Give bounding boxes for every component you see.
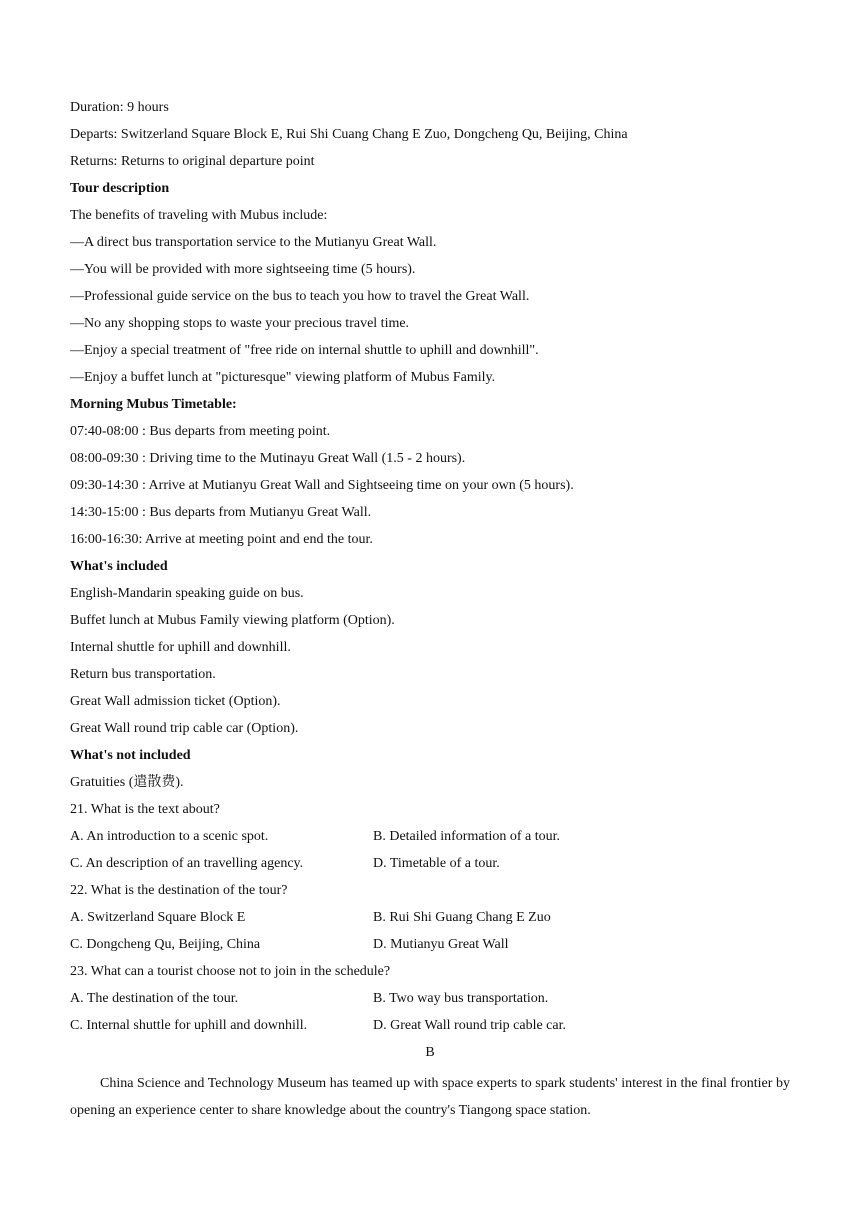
question-23-options-row-2 — [70, 1014, 790, 1041]
option-c: C. Internal shuttle for uphill and downhill. — [70, 1018, 308, 1033]
benefit-item: —No any shopping stops to waste your precious travel time. — [70, 316, 410, 331]
option-c: C. Dongcheng Qu, Beijing, China — [70, 937, 261, 952]
benefit-item: —Professional guide service on the bus to teach you how to travel the Great Wall. — [70, 289, 530, 304]
option-d: D. Mutianyu Great Wall — [373, 937, 509, 952]
timetable-heading: Morning Mubus Timetable: — [70, 397, 237, 412]
timetable-row: 08:00-09:30 : Driving time to the Mutinayu Great Wall (1.5 - 2 hours). — [70, 451, 466, 466]
timetable-row: 16:00-16:30: Arrive at meeting point and end the tour. — [70, 532, 373, 547]
option-b: B. Detailed information of a tour. — [373, 829, 561, 844]
benefit-item: —A direct bus transportation service to the Mutianyu Great Wall. — [70, 235, 437, 250]
included-item: English-Mandarin speaking guide on bus. — [70, 586, 304, 601]
option-d: D. Great Wall round trip cable car. — [373, 1018, 566, 1033]
included-heading: What's included — [70, 559, 168, 574]
question-21-options-row-1 — [70, 825, 790, 852]
not-included-item: Gratuities (遣散费). — [70, 775, 184, 790]
question-22-options-row-1 — [70, 906, 790, 933]
question-stem-23: 23. What can a tourist choose not to join in the schedule? — [70, 964, 391, 979]
option-a: A. Switzerland Square Block E — [70, 910, 246, 925]
benefit-item: —Enjoy a special treatment of "free ride on internal shuttle to uphill and downhill". — [70, 343, 539, 358]
option-b: B. Two way bus transportation. — [373, 991, 549, 1006]
included-item: Buffet lunch at Mubus Family viewing platform (Option). — [70, 613, 395, 628]
returns-line: Returns: Returns to original departure point — [70, 154, 315, 169]
question-stem-21: 21. What is the text about? — [70, 802, 220, 817]
included-item: Return bus transportation. — [70, 667, 216, 682]
included-item: Great Wall round trip cable car (Option). — [70, 721, 299, 736]
section-b-label: B — [425, 1045, 435, 1060]
benefit-item: —Enjoy a buffet lunch at "picturesque" viewing platform of Mubus Family. — [70, 370, 496, 385]
option-b: B. Rui Shi Guang Chang E Zuo — [373, 910, 551, 925]
departs-line: Departs: Switzerland Square Block E, Rui Shi Cuang Chang E Zuo, Dongcheng Qu, Beijing, China — [70, 127, 628, 142]
section-b-paragraph: China Science and Technology Museum has teamed up with space experts to spark students' interest in the final frontier by opening an experience center to share knowledge about the country's Tiangong space station. — [70, 1076, 790, 1118]
benefits-intro: The benefits of traveling with Mubus include: — [70, 208, 328, 223]
question-21-options-row-2 — [70, 852, 790, 879]
document-body — [70, 96, 790, 1124]
timetable-row: 09:30-14:30 : Arrive at Mutianyu Great Wall and Sightseeing time on your own (5 hours). — [70, 478, 574, 493]
option-a: A. The destination of the tour. — [70, 991, 239, 1006]
duration-line: Duration: 9 hours — [70, 100, 169, 115]
option-d: D. Timetable of a tour. — [373, 856, 500, 871]
included-item: Internal shuttle for uphill and downhill. — [70, 640, 291, 655]
question-22-options-row-2 — [70, 933, 790, 960]
included-item: Great Wall admission ticket (Option). — [70, 694, 281, 709]
option-a: A. An introduction to a scenic spot. — [70, 829, 269, 844]
question-stem-22: 22. What is the destination of the tour? — [70, 883, 288, 898]
not-included-heading: What's not included — [70, 748, 191, 763]
tour-description-heading: Tour description — [70, 181, 170, 196]
timetable-row: 14:30-15:00 : Bus departs from Mutianyu Great Wall. — [70, 505, 372, 520]
timetable-row: 07:40-08:00 : Bus departs from meeting point. — [70, 424, 331, 439]
benefit-item: —You will be provided with more sightseeing time (5 hours). — [70, 262, 416, 277]
option-c: C. An description of an travelling agency. — [70, 856, 304, 871]
question-23-options-row-1 — [70, 987, 790, 1014]
